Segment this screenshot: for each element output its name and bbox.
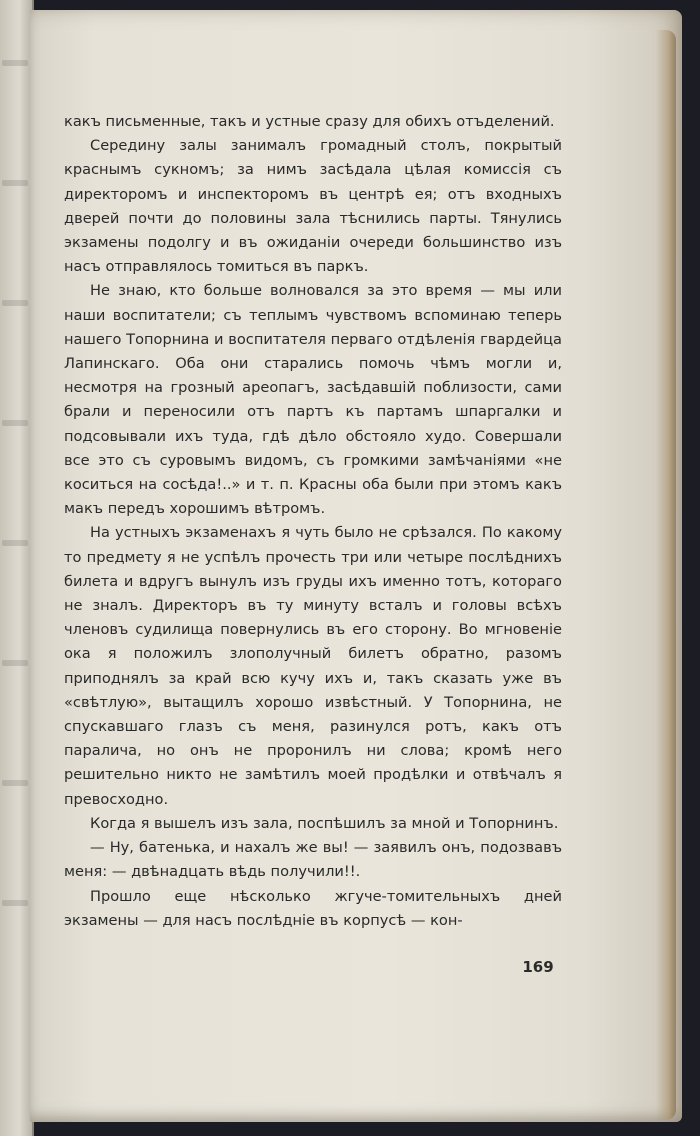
left-page-ghost-line xyxy=(2,60,28,66)
left-page-edge xyxy=(0,0,34,1136)
paragraph: какъ письменные, такъ и устные сразу для обихъ отъделений. xyxy=(64,113,555,130)
page-edge-shading xyxy=(656,30,676,1120)
paragraph: Не знаю, кто больше волновался за это время — мы или наши воспитатели; съ теплымъ чувствомъ вспоминаю теперь нашего Топорнина и воспитателя перваго отдѣленія гвардейца Лапинскаго. Оба они старались помочь чѣмъ могли и, несмотря на грозный ареопагъ, засѣдавшій поблизости, сами брали и переносили отъ партъ къ партамъ шпаргалки и подсовывали ихъ туда, гдѣ дѣло обстояло худо. Совершали все это съ суровымъ видомъ, съ громкими замѣчаніями «не коситься на сосѣда!..» и т. п. Красны оба были при этомъ какъ макъ передъ хорошимъ вѣтромъ. xyxy=(64,282,562,518)
paragraph: На устныхъ экзаменахъ я чуть было не срѣзался. По какому то предмету я не успѣлъ прочесть три или четыре послѣднихъ билета и вдругъ вынулъ изъ груды ихъ именно тотъ, котораго не зналъ. Директоръ въ ту минуту всталъ и головы всѣхъ членовъ судилища повернулись въ его сторону. Во мгновеніе ока я положилъ злополучный билетъ обратно, разомъ приподнялъ за край всю кучу ихъ и, такъ сказать уже въ «свѣтлую», вытащилъ хорошо извѣстный. У Топорнина, не спускавшаго глазъ съ меня, разинулся ротъ, какъ отъ паралича, но онъ не проронилъ ни слова; кромѣ него решительно никто не замѣтилъ моей продѣлки и отвѣчалъ я превосходно. xyxy=(64,524,562,808)
paragraph: Середину залы занималъ громадный столъ, покрытый краснымъ сукномъ; за нимъ засѣдала цѣлая комиссія съ директоромъ и инспекторомъ въ центрѣ ея; отъ входныхъ дверей почти до половины зала тѣснились парты. Тянулись экзамены подолгу и въ ожиданіи очереди большинство изъ насъ отправлялось томиться въ паркъ. xyxy=(64,137,562,276)
left-page-ghost-line xyxy=(2,660,28,666)
page-text xyxy=(64,110,562,933)
left-page-ghost-line xyxy=(2,540,28,546)
paragraph: — Ну, батенька, и нахалъ же вы! — заявилъ онъ, подозвавъ меня: — двѣнадцать вѣдь получили!!. xyxy=(64,839,562,881)
left-page-ghost-line xyxy=(2,420,28,426)
paragraph: Когда я вышелъ изъ зала, поспѣшилъ за мной и Топорнинъ. xyxy=(90,814,559,832)
paragraph: Прошло еще нѣсколько жгуче-томительныхъ дней экзамены — для насъ послѣдніе въ корпусѣ — кон- xyxy=(64,887,562,929)
left-page-ghost-line xyxy=(2,900,28,906)
left-page-ghost-line xyxy=(2,180,28,186)
left-page-ghost-line xyxy=(2,300,28,306)
book-page xyxy=(30,10,682,1122)
page-number: 169 xyxy=(522,958,554,976)
left-page-ghost-line xyxy=(2,780,28,786)
